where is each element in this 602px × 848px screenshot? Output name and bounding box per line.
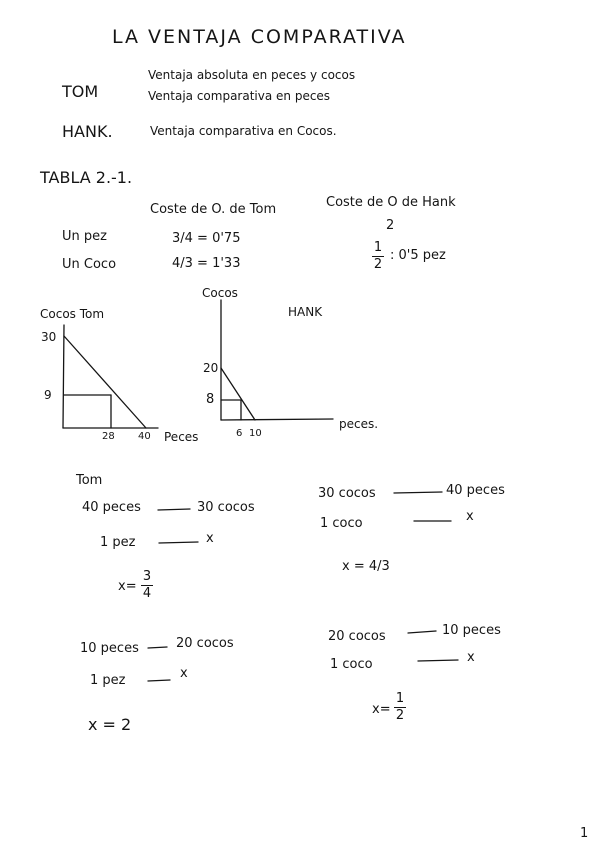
hank-graph-xtick-max: 10 xyxy=(249,428,262,439)
hank-graph-frontier xyxy=(221,368,255,420)
calc-hank-dash-2 xyxy=(148,680,170,681)
calc-hankcoco-dash-2 xyxy=(418,660,458,661)
calc-tom-l1-left: 40 peces xyxy=(82,500,141,515)
tom-graph-xtick-point: 28 xyxy=(102,431,115,442)
calc-tom-label: Tom xyxy=(76,473,103,488)
calc-hankcoco-dash-1 xyxy=(408,631,436,633)
tom-graph-xtick-max: 40 xyxy=(138,431,151,442)
page-number: 1 xyxy=(580,826,589,841)
hank-graph-title: HANK xyxy=(288,305,323,319)
hank-graph-xtick-point: 6 xyxy=(236,428,243,439)
calc-hank-dash-1 xyxy=(148,647,167,648)
tom-graph-ylabel: Cocos Tom xyxy=(40,307,105,321)
calc-hankcoco-l2-left: 1 coco xyxy=(330,657,373,672)
calc-tom-l2-left: 1 pez xyxy=(100,535,136,550)
table-header-hank: Coste de O de Hank xyxy=(326,195,456,210)
calc-tom-denominator: 4 xyxy=(142,586,152,601)
table-label: TABLA 2.-1. xyxy=(40,168,133,187)
table-cell-hank-value: : 0'5 pez xyxy=(390,248,446,263)
calc-tom-l2-right: x xyxy=(206,531,214,546)
calc-coco-l1-left: 30 cocos xyxy=(318,486,376,501)
calc-hank-l1-left: 10 peces xyxy=(80,641,139,656)
hank-graph-ylabel: Cocos xyxy=(202,286,238,300)
calc-tom-numerator: 3 xyxy=(142,569,152,584)
calc-coco-dash-1 xyxy=(394,492,442,493)
calc-coco-l2-right: x xyxy=(466,509,474,524)
hank-fraction-numerator: 1 xyxy=(373,240,383,255)
hank-graph-x-axis xyxy=(221,419,333,420)
calc-hank-l2-right: x xyxy=(180,666,188,681)
table-header-tom: Coste de O. de Tom xyxy=(150,202,277,217)
table-row-label-pez: Un pez xyxy=(62,229,107,244)
calc-coco-result: x = 4/3 xyxy=(342,559,390,574)
tom-graph-xlabel: Peces xyxy=(164,430,199,444)
hank-graph-ytick-point: 8 xyxy=(206,392,215,407)
tom-name: TOM xyxy=(62,82,99,101)
hank-line-1: Ventaja comparativa en Cocos. xyxy=(150,124,337,138)
hank-name: HANK. xyxy=(62,122,113,141)
table-row-label-coco: Un Coco xyxy=(62,257,117,272)
hank-graph-xlabel: peces. xyxy=(339,417,379,431)
tom-graph-y-axis xyxy=(63,325,64,428)
table-header-hank-extra: 2 xyxy=(386,218,395,233)
calc-hank-l1-right: 20 cocos xyxy=(176,636,234,651)
calc-tom-result-prefix: x= xyxy=(118,579,137,594)
tom-graph-ytick-max: 30 xyxy=(41,330,57,344)
calc-hankcoco-l1-right: 10 peces xyxy=(442,623,501,638)
calc-hankcoco-denominator: 2 xyxy=(395,708,405,723)
calc-tom-dash-2 xyxy=(159,542,198,543)
page-title: LA VENTAJA COMPARATIVA xyxy=(112,26,407,48)
tom-line-2: Ventaja comparativa en peces xyxy=(148,89,331,103)
calc-hank-l2-left: 1 pez xyxy=(90,673,126,688)
calc-hankcoco-numerator: 1 xyxy=(395,691,405,706)
calc-coco-l1-right: 40 peces xyxy=(446,483,505,498)
calc-hankcoco-result-prefix: x= xyxy=(372,702,391,717)
hank-fraction-denominator: 2 xyxy=(373,257,383,272)
calc-tom-l1-right: 30 cocos xyxy=(197,500,255,515)
tom-graph-ytick-point: 9 xyxy=(44,388,52,402)
table-cell-tom-pez: 3/4 = 0'75 xyxy=(172,231,241,246)
calc-hankcoco-result-fraction xyxy=(394,692,406,723)
calc-coco-l2-left: 1 coco xyxy=(320,516,363,531)
calc-tom-result-fraction xyxy=(141,570,153,601)
tom-line-1: Ventaja absoluta en peces y cocos xyxy=(148,68,356,82)
tom-graph-frontier xyxy=(64,336,146,428)
table-cell-tom-coco: 4/3 = 1'33 xyxy=(172,256,241,271)
calc-hankcoco-l2-right: x xyxy=(467,650,475,665)
calc-hank-result: x = 2 xyxy=(88,715,132,734)
calc-hankcoco-l1-left: 20 cocos xyxy=(328,629,386,644)
hank-graph-ytick-max: 20 xyxy=(203,361,219,375)
calc-tom-dash-1 xyxy=(158,509,190,510)
